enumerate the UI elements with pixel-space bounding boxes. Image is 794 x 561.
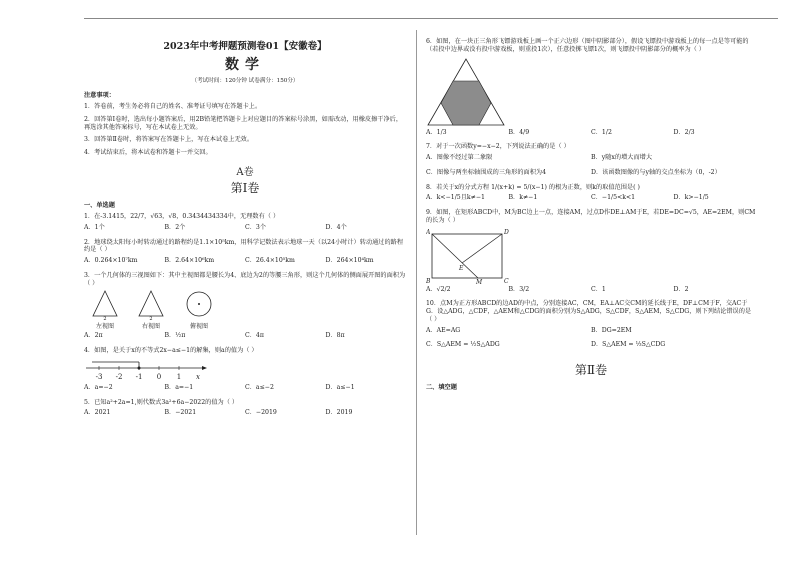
hexagon-in-triangle-figure (426, 57, 506, 127)
question-2: 2．地球绕太阳每小时转动通过的路程约是1.1×10⁵km，用科学记数法表示地球一天（以24小时计）转动通过的路程约是（ ） (84, 238, 404, 254)
q10-option-a: A．AE=AG (426, 326, 461, 334)
q8-option-d: D．k>−1/5 (673, 194, 709, 202)
exam-info: （考试时间：120分钟 试卷满分：150分） (191, 78, 299, 85)
q10-options-row2 (426, 341, 756, 349)
exam-title: 2023年中考押题预测卷01【安徽卷】 (163, 41, 327, 52)
exam-subject: 数学 (225, 56, 265, 73)
q2-option-c: C．26.4×10⁵km (245, 257, 295, 265)
point-label-e: E (459, 264, 464, 272)
q7-option-b: B．y随x的增大而增大 (591, 154, 653, 161)
q10-option-b: B．DG=2EM (591, 326, 632, 334)
question-6: 6．如图，在一块正三角形飞镖游戏板上画一个正六边形（图中阴影部分），假设飞镖投中游戏板上的每一点是等可能的（若投中边界或没有投中游戏板，则重投1次），任意投掷飞镖1次，则飞镖投中阴影部分的概率为（ ） (426, 38, 749, 53)
q6-option-b: B．4/9 (508, 128, 530, 136)
q6-option-d: D．2/3 (673, 128, 695, 136)
header-rule (84, 18, 778, 19)
circle-figure (184, 290, 214, 320)
q1-option-b: B．2个 (164, 223, 186, 231)
q10-option-d: D．S△AEM = ⅓S△CDG (591, 341, 666, 349)
q4-option-c: C．a≤−2 (245, 383, 274, 391)
axis-label-neg2: -2 (115, 372, 123, 381)
q9-option-b: B．3/2 (508, 285, 530, 293)
axis-label-x: x (196, 372, 200, 381)
point-label-c: C (504, 277, 509, 284)
q3-label-top: 俯视图 (189, 322, 208, 330)
left-column (84, 38, 406, 424)
q2-options (84, 257, 406, 265)
triangle-figure (92, 290, 118, 320)
part2-heading: 二、填空题 (426, 384, 457, 391)
note-3: 3．回答第Ⅱ卷时，将答案写在答题卡上，写在本试卷上无效。 (84, 136, 254, 144)
right-column (426, 38, 756, 395)
q8-option-c: C．−1/5<k<1 (591, 194, 636, 202)
section-one: 第Ⅰ卷 (230, 181, 260, 196)
q9-option-d: D．2 (673, 285, 689, 293)
column-divider (416, 30, 417, 535)
q5-option-c: C．−2019 (245, 409, 277, 417)
q7-option-a: A．图像不经过第二象限 (426, 154, 493, 161)
notes-heading: 注意事项： (84, 92, 115, 100)
q9-option-a: A．√2/2 (426, 285, 451, 293)
q3-option-a: A．2π (84, 332, 103, 340)
q5-option-a: A．2021 (84, 409, 111, 417)
q6-option-c: C．1/2 (591, 128, 612, 136)
question-9: 9．如图，在矩形ABCD中，M为BC边上一点，连接AM，过点D作DE⊥AM于E，若DE=DC=√5，AE=2EM，则CM的长为（ ） (426, 209, 756, 224)
axis-label-neg1: -1 (135, 372, 143, 381)
q1-option-c: C．3个 (245, 223, 267, 231)
q2-option-a: A．0.264×10⁷km (84, 257, 138, 265)
question-10: 10．点M为正方形ABCD的边AD的中点，分别连接AC，CM，EA⊥AC交CM的延长线于E，DF⊥CM于F，交AC于G．设△ADG，△CDF，△AEM和△CDG的面积分别为S△ADG，S△CDF，S△AEM，S△CDG，则下列结论错误的是（ ） (426, 300, 752, 323)
q4-option-d: D．a≤−1 (325, 383, 355, 391)
q5-option-d: D．2019 (325, 409, 353, 417)
q7-option-c: C．图像与两坐标轴围成的三角形的面积为4 (426, 168, 547, 176)
axis-label-neg3: -3 (95, 372, 103, 381)
q10-options-row1 (426, 327, 756, 335)
q6-option-a: A．1/3 (426, 128, 447, 136)
q8-option-b: B．k≠−1 (508, 194, 538, 202)
q3-figures (92, 290, 406, 330)
q5-options (84, 409, 406, 417)
point-label-b: B (426, 277, 431, 284)
q2-option-b: B．2.64×10⁶km (164, 257, 215, 265)
point-label-m: M (476, 278, 483, 284)
question-3: 3．一个几何体的三视图如下：其中主视图都是腰长为4、底边为2的等腰三角形，则这个几何体的侧面展开图的面积为（ ） (84, 271, 406, 287)
number-line-figure (84, 358, 214, 382)
q9-option-c: C．1 (591, 285, 606, 293)
note-1: 1．答卷前，考生务必将自己的姓名、准考证号填写在答题卡上。 (84, 103, 262, 111)
q3-label-left: 左视图 (95, 322, 114, 330)
axis-label-0: 0 (156, 372, 162, 381)
triangle-figure (138, 290, 164, 320)
rectangle-figure (426, 228, 510, 284)
q3-base-label-1: 2 (103, 316, 107, 321)
q4-option-b: B．a=−1 (164, 383, 194, 391)
axis-label-1: 1 (176, 372, 182, 381)
q10-option-c: C．S△AEM = ½S△ADG (426, 341, 500, 349)
question-1: 1．在-3.1415，22/7，√63，√8，0.3434434334中，无理数有（ ） (84, 213, 280, 221)
q8-option-a: A．k<−1/5且k≠−1 (426, 194, 485, 202)
q5-option-b: B．−2021 (164, 409, 197, 417)
q1-options (84, 224, 406, 232)
q4-option-a: A．a=−2 (84, 383, 113, 391)
question-4: 4．如图，是关于x的不等式2x−a≤−1的解集，则a的值为（ ） (84, 347, 258, 355)
q4-options (84, 384, 406, 392)
q2-option-d: D．264×10⁴km (325, 257, 374, 265)
section-two: 第Ⅱ卷 (574, 363, 608, 377)
point-label-d: D (504, 228, 509, 236)
note-2: 2．回答第Ⅰ卷时，选出每小题答案后，用2B铅笔把答题卡上对应题目的答案标号涂黑，如需改动，用橡皮擦干净后，再选涂其他答案标号，写在本试卷上无效。 (84, 115, 403, 131)
q7-option-d: D．该函数图像的与y轴的交点坐标为（0，-2） (591, 168, 721, 176)
q3-option-c: C．4π (245, 332, 264, 340)
q9-options (426, 286, 756, 294)
note-4: 4．考试结束后，将本试卷和答题卡一并交回。 (84, 149, 212, 157)
q3-right-view (138, 290, 164, 330)
q6-options (426, 129, 756, 137)
q3-options (84, 332, 406, 340)
q3-top-view (184, 290, 214, 330)
part1-heading: 一、单选题 (84, 202, 115, 210)
q3-option-d: D．8π (325, 332, 345, 340)
q7-options-row1 (426, 154, 756, 162)
q1-option-a: A．1个 (84, 223, 105, 231)
q3-base-label-2: 2 (149, 316, 153, 321)
question-5: 5．已知a²+2a=1,则代数式3a²+6a−2022的值为（ ） (84, 398, 239, 406)
q3-label-right: 右视图 (141, 322, 160, 330)
q1-option-d: D．4个 (325, 223, 347, 231)
section-a: A卷 (236, 166, 254, 178)
q8-options (426, 194, 756, 202)
point-label-a: A (426, 228, 431, 236)
question-7: 7．对于一次函数y=−x−2，下列说法正确的是（ ） (426, 143, 570, 151)
question-8: 8．若关于x的分式方程 1/(x+k) = 5/(x−1) 的根为正数，则k的取值范围是( ) (426, 183, 640, 191)
q3-left-view (92, 290, 118, 330)
q3-option-b: B．½π (164, 332, 186, 340)
q7-options-row2 (426, 169, 756, 177)
